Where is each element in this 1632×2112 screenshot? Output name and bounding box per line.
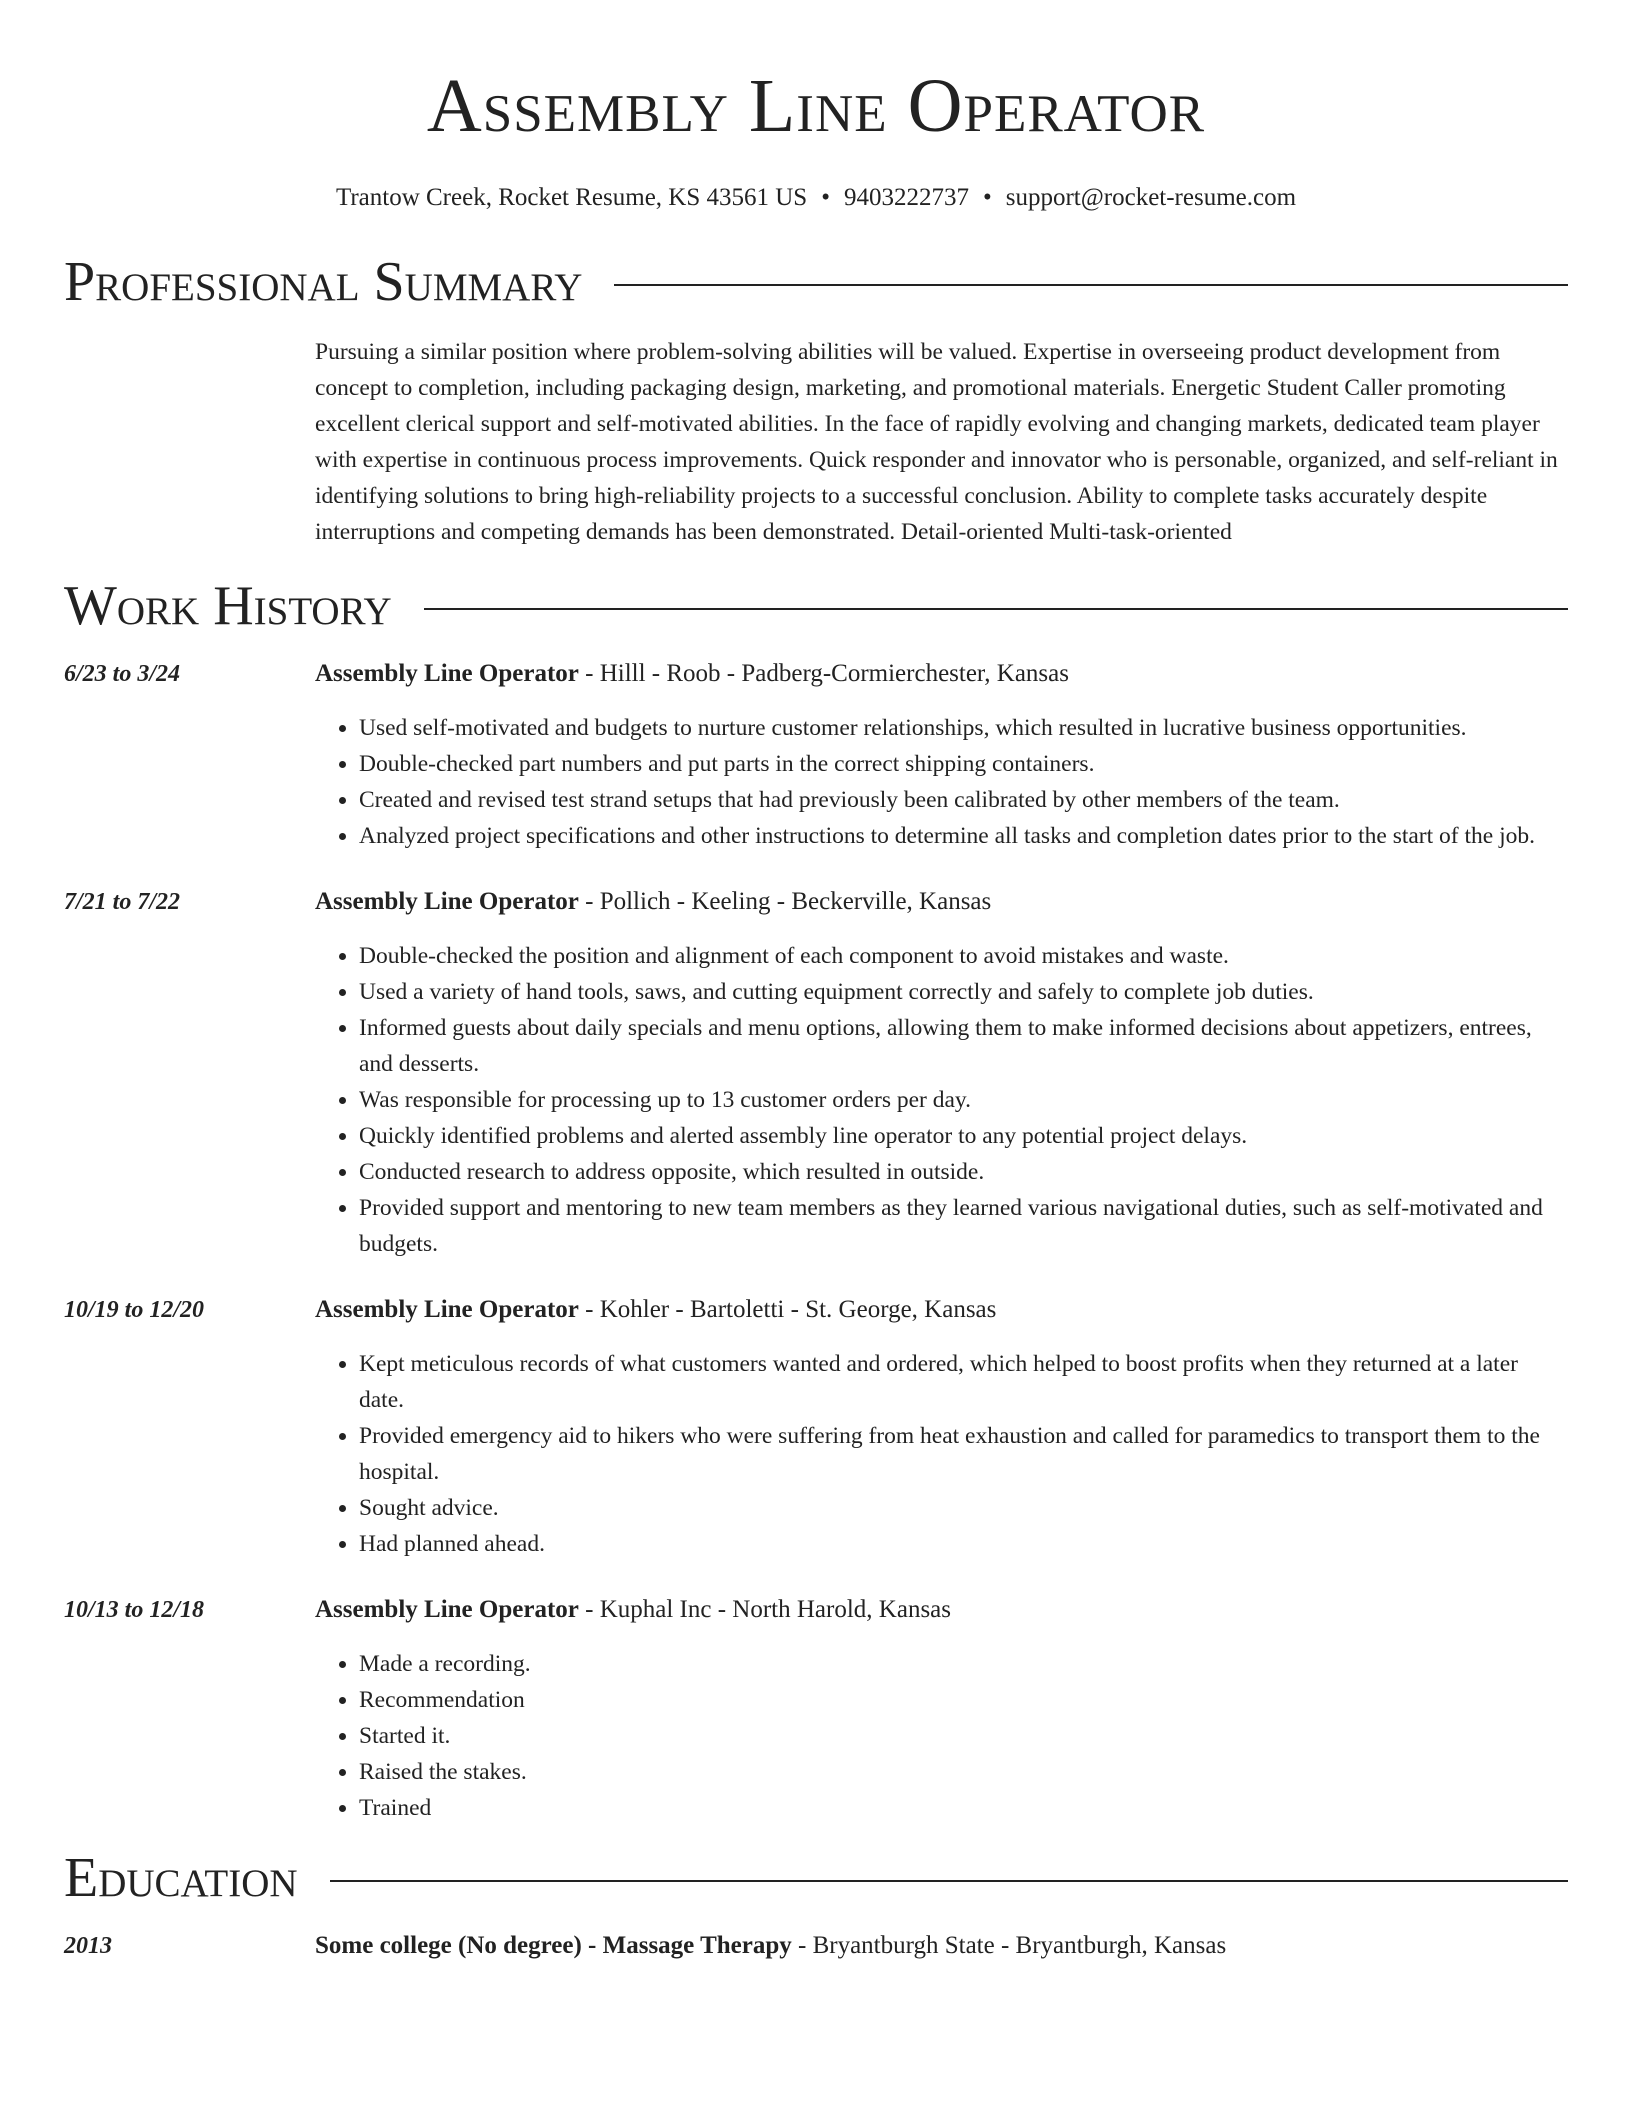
job-date: 7/21 to 7/22 [64,889,181,915]
work-history-heading: Work History [64,575,392,637]
job-heading [315,1292,1568,1328]
job-bullet: • Quickly identified problems and alerted assembly line operator to any potential project delays. [359,1118,1568,1154]
job-bullets [315,1646,1568,1826]
education-school: - Bryantburgh State - Bryantburgh, Kansas [791,1932,1227,1959]
address: Trantow Creek, Rocket Resume, KS 43561 US [335,184,808,211]
job-title: Assembly Line Operator [315,888,579,915]
job-bullet: • Provided support and mentoring to new team members as they learned various navigational duties, such as self-motivated and budgets. [359,1190,1568,1262]
job-date: 6/23 to 3/24 [64,661,181,687]
job-bullet: • Analyzed project specifications and other instructions to determine all tasks and completion dates prior to the start of the job. [359,818,1568,854]
work-history-section-header [64,574,1568,638]
job-bullet: • Kept meticulous records of what customers wanted and ordered, which helped to boost profits when they returned at a later date. [359,1346,1568,1418]
job-employer: - Pollich - Keeling - Beckerville, Kansas [578,888,992,915]
education-degree: Some college (No degree) - Massage Therapy [315,1932,792,1959]
education-body [315,1928,1568,1964]
job-entry [64,884,1568,1262]
job-bullet: • Sought advice. [359,1490,1568,1526]
job-body [315,884,1568,1262]
job-bullets [315,710,1568,854]
job-bullet: • Double-checked part numbers and put parts in the correct shipping containers. [359,746,1568,782]
job-title: Assembly Line Operator [315,1596,579,1623]
job-bullet: • Was responsible for processing up to 13 customer orders per day. [359,1082,1568,1118]
job-bullets [315,1346,1568,1562]
job-heading [315,656,1568,692]
education-entry [64,1928,1568,1964]
job-body [315,656,1568,854]
job-bullets [315,938,1568,1262]
summary-text: Pursuing a similar position where problem-solving abilities will be valued. Expertise in overseeing product development from concept to completion, including packaging design, marketing, and promotional materials. Energetic Student Caller promoting excellent clerical support and self-motivated abilities. In the face of rapidly evolving and changing markets, dedicated team player with expertise in continuous process improvements. Quick responder and innovator who is personable, organized, and self-reliant in identifying solutions to bring high-reliability projects to a successful conclusion. Ability to complete tasks accurately despite interruptions and competing demands has been demonstrated. Detail-oriented Multi-task-oriented [315,339,1558,545]
job-bullet: • Used a variety of hand tools, saws, and cutting equipment correctly and safely to complete job duties. [359,974,1568,1010]
job-entry [64,1592,1568,1826]
section-divider [614,284,1568,286]
job-entry [64,656,1568,854]
phone: 9403222737 [843,184,969,211]
resume-title: Assembly Line Operator [426,64,1206,148]
job-bullet: • Started it. [359,1718,1568,1754]
email: support@rocket-resume.com [1005,184,1297,211]
job-bullet: • Had planned ahead. [359,1526,1568,1562]
separator-dot: • [821,184,830,211]
job-bullet: • Raised the stakes. [359,1754,1568,1790]
job-body [315,1592,1568,1826]
education-section-header [64,1846,1568,1910]
section-divider [330,1880,1568,1882]
summary-heading: Professional Summary [64,251,583,313]
job-bullet: • Used self-motivated and budgets to nurture customer relationships, which resulted in lucrative business opportunities. [359,710,1568,746]
summary-section-header [64,250,1568,314]
job-employer: - Kuphal Inc - North Harold, Kansas [578,1596,951,1623]
job-date: 10/13 to 12/18 [64,1597,205,1623]
job-title: Assembly Line Operator [315,660,579,687]
section-divider [424,608,1568,610]
job-body [315,1292,1568,1562]
education-date: 2013 [64,1933,112,1959]
separator-dot: • [982,184,992,211]
job-bullet: • Created and revised test strand setups that had previously been calibrated by other members of the team. [359,782,1568,818]
job-heading [315,884,1568,920]
job-date: 10/19 to 12/20 [64,1297,205,1323]
contact-line [64,182,1568,214]
job-entry [64,1292,1568,1562]
job-employer: - Kohler - Bartoletti - St. George, Kansas [578,1296,997,1323]
job-bullet: • Conducted research to address opposite, which resulted in outside. [359,1154,1568,1190]
job-bullet: • Informed guests about daily specials and menu options, allowing them to make informed decisions about appetizers, entrees, and desserts. [359,1010,1568,1082]
education-heading: Education [64,1847,298,1909]
job-bullet: • Provided emergency aid to hikers who were suffering from heat exhaustion and called for paramedics to transport them to the hospital. [359,1418,1568,1490]
job-bullet: • Recommendation [359,1682,1568,1718]
job-bullet: • Trained [359,1790,1568,1826]
job-title: Assembly Line Operator [315,1296,579,1323]
job-heading [315,1592,1568,1628]
education-heading-line [315,1928,1568,1964]
job-bullet: • Double-checked the position and alignment of each component to avoid mistakes and waste. [359,938,1568,974]
resume-page [64,0,1568,1964]
job-employer: - Hilll - Roob - Padberg-Cormierchester, Kansas [578,660,1069,687]
job-bullet: • Made a recording. [359,1646,1568,1682]
